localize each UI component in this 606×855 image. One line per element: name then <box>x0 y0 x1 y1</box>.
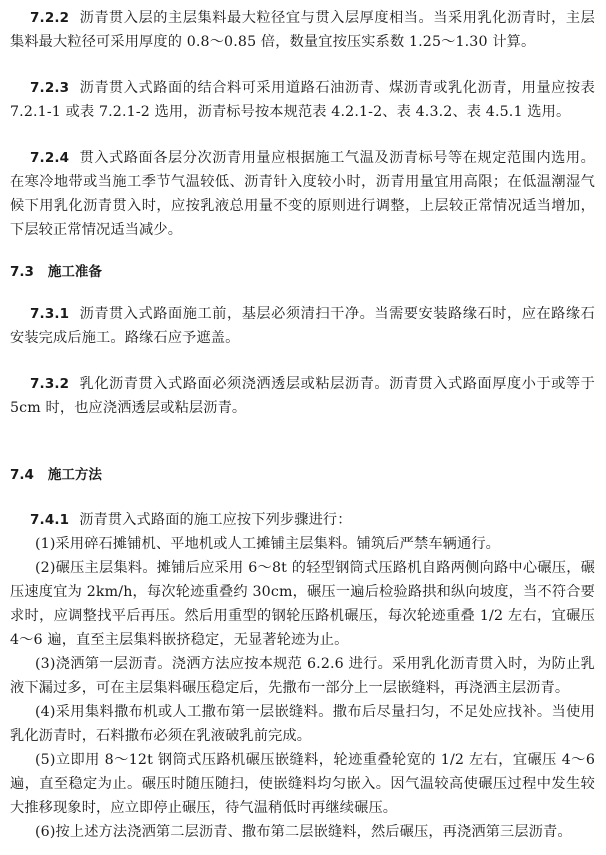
section-heading-7-3 <box>10 262 102 282</box>
step-6 <box>10 820 595 844</box>
step-3 <box>10 652 595 700</box>
clause-number: 7.3.1 <box>30 306 70 322</box>
clause-text: 沥青贯入式路面施工前，基层必须清扫干净。当需要安装路缘石时，应在路缘石安装完成后施工。路缘石应予遮盖。 <box>10 306 595 346</box>
clause-number: 7.2.3 <box>30 80 70 96</box>
section-number: 7.4 <box>10 467 34 483</box>
clause-number: 7.4.1 <box>30 512 70 528</box>
clause-number: 7.3.2 <box>30 376 70 392</box>
clause-number: 7.2.2 <box>30 10 70 26</box>
step-text: (3)浇洒第一层沥青。浇洒方法应按本规范 6.2.6 进行。采用乳化沥青贯入时，为防止乳液下漏过多，可在主层集料碾压稳定后，先撒布一部分上一层嵌缝料，再浇洒主层沥青。 <box>10 656 595 696</box>
section-heading-7-4 <box>10 465 102 485</box>
clause-7-2-4 <box>10 146 595 242</box>
step-4 <box>10 700 595 748</box>
clause-text: 沥青贯入式路面的施工应按下列步骤进行： <box>79 512 352 528</box>
step-text: (4)采用集料撒布机或人工撒布第一层嵌缝料。撒布后尽量扫匀，不足处应找补。当使用乳化沥青时，石料撒布必须在乳液破乳前完成。 <box>10 704 595 744</box>
step-text: (5)立即用 8～12t 钢筒式压路机碾压嵌缝料，轮迹重叠轮宽的 1/2 左右，宜碾压 4～6 遍，直至稳定为止。碾压时随压随扫，使嵌缝料均匀嵌入。因气温较高使碾压过程中发生较大推移现象时，应立即停止碾压，待气温稍低时再继续碾压。 <box>10 752 595 816</box>
step-text: (2)碾压主层集料。摊铺后应采用 6～8t 的轻型钢筒式压路机自路两侧向路中心碾压，碾压速度宜为 2km/h，每次轮迹重叠约 30cm，碾压一遍后检验路拱和纵向坡度，当不符合要求时，应调整找平后再压。然后用重型的钢轮压路机碾压，每次轮迹重叠 1/2 左右，宜碾压 4～6 遍，直至主层集料嵌挤稳定，无显著轮迹为止。 <box>10 560 595 648</box>
clause-number: 7.2.4 <box>30 150 70 166</box>
step-2 <box>10 556 595 652</box>
step-5 <box>10 748 595 820</box>
clause-7-3-1 <box>10 302 595 350</box>
step-text: (6)按上述方法浇洒第二层沥青、撒布第二层嵌缝料，然后碾压，再浇洒第三层沥青。 <box>35 824 572 840</box>
clause-7-4-1 <box>10 508 595 532</box>
clause-7-3-2 <box>10 372 595 420</box>
step-1 <box>10 532 595 556</box>
clause-text: 贯入式路面各层分次沥青用量应根据施工气温及沥青标号等在规定范围内选用。在寒冷地带或当施工季节气温较低、沥青针入度较小时，沥青用量宜用高限；在低温潮湿气候下用乳化沥青贯入时，应按乳液总用量不变的原则进行调整，上层较正常情况适当增加，下层较正常情况适当减少。 <box>10 150 595 238</box>
section-number: 7.3 <box>10 264 34 280</box>
clause-text: 沥青贯入式路面的结合料可采用道路石油沥青、煤沥青或乳化沥青，用量应按表 7.2.1-1 或表 7.2.1-2 选用，沥青标号按本规范表 4.2.1-2、表 4.3.2、表 4.5.1 选用。 <box>10 80 595 120</box>
step-text: (1)采用碎石摊铺机、平地机或人工摊铺主层集料。铺筑后严禁车辆通行。 <box>35 536 501 552</box>
clause-7-2-3 <box>10 76 595 124</box>
clause-7-2-2 <box>10 6 595 54</box>
section-title: 施工准备 <box>47 264 102 280</box>
clause-text: 乳化沥青贯入式路面必须浇洒透层或粘层沥青。沥青贯入式路面厚度小于或等于 5cm 时，也应浇洒透层或粘层沥青。 <box>10 376 595 416</box>
section-title: 施工方法 <box>47 467 102 483</box>
clause-text: 沥青贯入层的主层集料最大粒径宜与贯入层厚度相当。当采用乳化沥青时，主层集料最大粒径可采用厚度的 0.8～0.85 倍，数量宜按压实系数 1.25～1.30 计算。 <box>10 10 595 50</box>
